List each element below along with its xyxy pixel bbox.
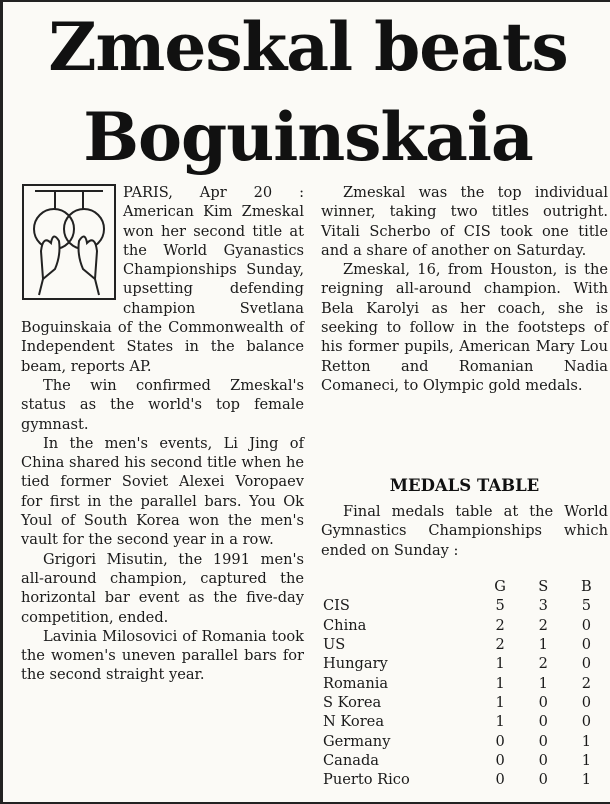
table-row (323, 693, 608, 712)
table-row (323, 751, 608, 770)
table-row (323, 770, 608, 789)
article-paragraph: Zmeskal, 16, from Houston, is the reigning all-around champion. With Bela Karolyi as her coach, she is seeking to follow in the footsteps of his former pupils, American Mary Lou Retton and Romanian Nadia Comaneci, to Olympic gold medals. (321, 261, 608, 394)
article-paragraph: Grigori Misutin, the 1991 men's all-around champion, captured the horizontal bar event as the five-day competition, ended. (21, 550, 304, 626)
bronze-cell: 0 (581, 713, 592, 731)
silver-cell: 3 (538, 597, 548, 615)
article-left-column (21, 183, 304, 685)
table-row (323, 596, 608, 615)
bronze-cell: 2 (581, 674, 592, 692)
country-header (323, 577, 479, 596)
country-cell: S Korea (323, 693, 382, 711)
bronze-header: B (581, 578, 592, 596)
medals-intro-text: Final medals table at the World Gymnastics Championships which ended on Sunday : (321, 503, 608, 559)
gold-cell: 1 (495, 713, 505, 731)
table-row (323, 731, 608, 750)
headline-line-2: Boguinskaia (83, 98, 533, 176)
gold-cell: 1 (495, 693, 505, 711)
country-cell: Canada (323, 751, 380, 769)
gold-cell: 1 (495, 674, 505, 692)
country-cell: Hungary (323, 655, 388, 673)
bronze-cell: 1 (581, 771, 592, 789)
bronze-cell: 0 (581, 616, 592, 634)
gold-cell: 2 (495, 616, 505, 634)
silver-cell: 0 (538, 771, 548, 789)
medals-table (323, 577, 608, 789)
bronze-cell: 0 (581, 693, 592, 711)
silver-cell: 0 (538, 713, 548, 731)
gold-cell: 0 (495, 771, 505, 789)
silver-cell: 1 (538, 674, 548, 692)
article-paragraph: Lavinia Milosovici of Romania took the women's uneven parallel bars for the second straight year. (21, 627, 304, 684)
bronze-cell: 0 (581, 636, 592, 654)
article-paragraph: In the men's events, Li Jing of China shared his second title when he tied former Soviet Alexei Voropaev for first in the parallel bars. You Ok Youl of South Korea won the men's vault for the second year in a row. (21, 434, 304, 549)
country-cell: Puerto Rico (323, 771, 410, 789)
gymnastics-rings-icon (21, 183, 117, 301)
bronze-cell: 5 (581, 597, 592, 615)
gold-cell: 2 (495, 636, 505, 654)
bronze-cell: 0 (581, 655, 592, 673)
article-right-column (321, 183, 608, 395)
silver-cell: 0 (538, 693, 548, 711)
silver-header: S (538, 578, 549, 596)
gold-cell: 1 (495, 655, 505, 673)
table-row (323, 654, 608, 673)
table-row (323, 635, 608, 654)
gold-header: G (494, 578, 506, 596)
medals-header-row (323, 577, 608, 596)
country-cell: N Korea (323, 713, 385, 731)
article-paragraph: PARIS, Apr 20 : American Kim Zmeskal won her second title at the World Gyanastics Championships Sunday, upsetting defending champion Svetlana Boguinskaia of the Commonwealth of Independent States in the balance beam, reports AP. (21, 184, 304, 375)
silver-cell: 1 (538, 636, 548, 654)
silver-cell: 0 (538, 732, 548, 750)
country-cell: US (323, 636, 346, 654)
silver-cell: 0 (538, 751, 548, 769)
table-row (323, 712, 608, 731)
country-cell: China (323, 616, 367, 634)
silver-cell: 2 (538, 616, 548, 634)
table-row (323, 616, 608, 635)
country-cell: Germany (323, 732, 391, 750)
article-paragraph: The win confirmed Zmeskal's status as the world's top female gymnast. (21, 376, 304, 433)
headline-line-1: Zmeskal beats (48, 8, 568, 86)
table-row (323, 673, 608, 692)
country-cell: CIS (323, 597, 350, 615)
medals-intro (321, 502, 608, 560)
country-cell: Romania (323, 674, 389, 692)
gold-cell: 0 (495, 732, 505, 750)
bronze-cell: 1 (581, 732, 592, 750)
silver-cell: 2 (538, 655, 548, 673)
gold-cell: 5 (495, 597, 505, 615)
gold-cell: 0 (495, 751, 505, 769)
article-paragraph: Zmeskal was the top individual winner, taking two titles outright. Vitali Scherbo of CIS took one title and a share of another on Saturday. (321, 184, 608, 259)
bronze-cell: 1 (581, 751, 592, 769)
medals-table-title: MEDALS TABLE (389, 476, 540, 495)
